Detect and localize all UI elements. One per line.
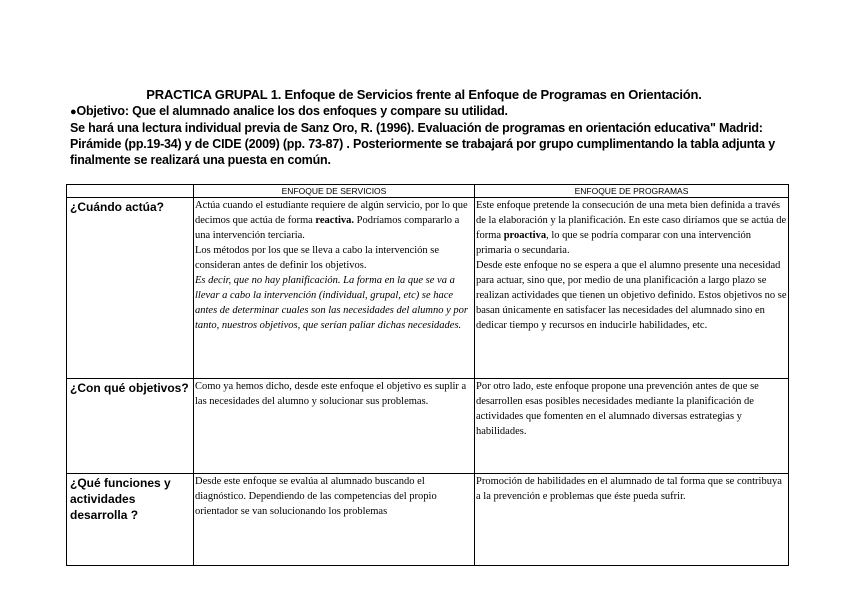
text-run: Podríamos compararlo a una intervención terciaria. — [195, 215, 460, 241]
bold-term: reactiva. — [315, 215, 355, 226]
header-empty — [67, 185, 194, 198]
cell-paragraph — [476, 198, 787, 258]
cell-paragraph — [195, 198, 473, 243]
cell-servicios-objetivos: Como ya hemos dicho, desde este enfoque el objetivo es suplir a las necesidades del alumno y solucionar sus problemas. — [194, 379, 475, 474]
table-row — [67, 198, 789, 379]
header-servicios: ENFOQUE DE SERVICIOS — [194, 185, 475, 198]
intro-block — [70, 103, 790, 168]
cell-servicios-funciones: Desde este enfoque se evalúa al alumnado buscando el diagnóstico. Dependiendo de las competencias del propio orientador se van solucionando los problemas — [194, 474, 475, 566]
page-title: PRACTICA GRUPAL 1. Enfoque de Servicios frente al Enfoque de Programas en Orientación. — [146, 87, 702, 102]
row-question-funciones: ¿Qué funciones y actividades desarrolla ? — [67, 474, 194, 566]
instructions-text: Se hará una lectura individual previa de Sanz Oro, R. (1996). Evaluación de programas en orientación educativa" Madrid: Pirámide (pp.19-34) y de CIDE (2009) (pp. 73-87) . Posteriormente se trabajará por grupo cumplimentando la tabla adjunta y finalmente se realizará una puesta en común. — [70, 121, 775, 167]
cell-paragraph-italic — [195, 273, 473, 333]
table-header-row — [67, 185, 789, 198]
comparison-table — [66, 184, 789, 566]
cell-programas-objetivos: Por otro lado, este enfoque propone una prevención antes de que se desarrollen esas posibles necesidades mediante la planificación de actividades que fomenten en el alumnado diversas estrategias y habilidades. — [475, 379, 789, 474]
table-row — [67, 379, 789, 474]
bold-term: proactiva — [503, 230, 547, 241]
text-run: Actúa cuando el estudiante requiere de algún servicio, por lo que decimos que actúa de forma — [195, 200, 468, 226]
text-run: , lo que se podría comparar con una intervención primaria o secundaria. — [476, 230, 752, 256]
cell-programas-funciones: Promoción de habilidades en el alumnado de tal forma que se contribuya a la prevención e problemas que éste pueda sufrir. — [475, 474, 789, 566]
cell-paragraph: Los métodos por los que se lleva a cabo la intervención se consideran antes de definir los objetivos. — [195, 245, 440, 271]
italic-text: Es decir, que no hay planificación. La forma en la que se va a llevar a cabo la intervención (individual, grupal, etc) se hace antes de determinar cuales son las necesidades del alumno y por tanto, nuestros objetivos, que serían paliar dichas necesidades. — [195, 275, 468, 331]
text-run: Este enfoque pretende la consecución de una meta bien definida a través de la elaboración y la planificación. En este caso diríamos que se actúa de forma — [476, 200, 787, 241]
objective-line — [70, 103, 790, 120]
objective-text: Objetivo: Que el alumnado analice los dos enfoques y compare su utilidad. — [76, 104, 508, 118]
cell-servicios-cuando — [194, 198, 475, 379]
cell-paragraph: Desde este enfoque no se espera a que el alumno presente una necesidad para actuar, sino que, por medio de una planificación a largo plazo se realizan actividades que tienen un objetivo definido. Estos objetivos no se basan únicamente en satisfacer las necesidades del alumnado sino en dedicar tiempo y recursos en inducirle habilidades, etc. — [476, 260, 787, 331]
bullet-icon: ● — [70, 106, 77, 118]
header-programas: ENFOQUE DE PROGRAMAS — [475, 185, 789, 198]
row-question-objetivos: ¿Con qué objetivos? — [67, 379, 194, 474]
row-question-cuando: ¿Cuándo actúa? — [67, 198, 194, 379]
table-row — [67, 474, 789, 566]
cell-programas-cuando — [475, 198, 789, 379]
